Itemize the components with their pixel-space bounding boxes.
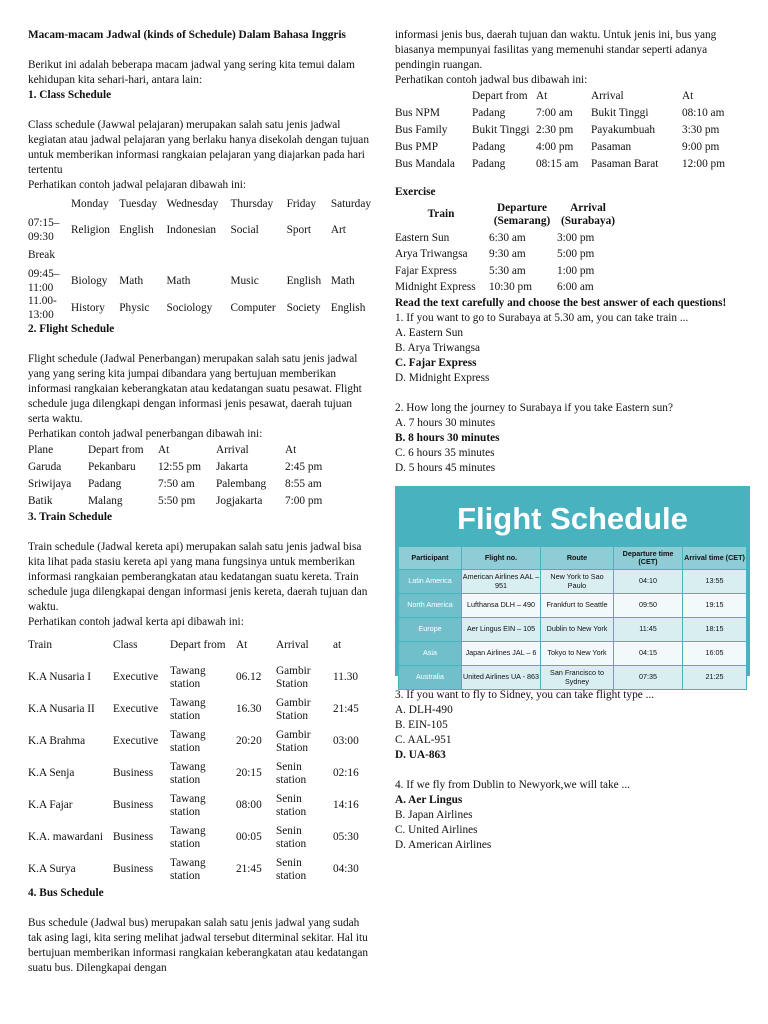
table-cell: Thursday xyxy=(230,198,274,211)
exercise-instruction: Read the text carefully and choose the best answer of each questions! xyxy=(395,297,727,309)
table-header-row xyxy=(395,88,727,105)
table-cell: Arrival xyxy=(276,639,309,652)
table-cell: Religion xyxy=(71,223,110,236)
table-cell: United Airlines UA - 863 xyxy=(462,666,541,690)
flight-schedule-table xyxy=(28,442,324,510)
table-cell: Jogjakarta xyxy=(216,494,263,507)
table-cell: 4:00 pm xyxy=(536,140,574,153)
table-cell: Bus NPM xyxy=(395,106,440,119)
exercise-heading: Exercise xyxy=(395,186,436,198)
table-cell: Aer Lingus EIN – 105 xyxy=(462,618,541,642)
table-cell: Tawang station xyxy=(170,664,206,690)
table-row xyxy=(28,790,361,822)
table-cell: Tawang station xyxy=(170,856,206,882)
table-cell: 08:15 am xyxy=(536,157,579,170)
table-cell: Bus Family xyxy=(395,123,448,136)
table-cell: History xyxy=(71,301,105,314)
flight-schedule-image-title: Flight Schedule xyxy=(457,501,688,536)
table-row xyxy=(395,122,727,139)
table-cell: K.A Senja xyxy=(28,767,75,780)
table-row xyxy=(399,642,747,666)
table-cell: Eastern Sun xyxy=(395,231,450,244)
table-cell: Math xyxy=(166,274,191,287)
table-cell: Payakumbuah xyxy=(591,123,656,136)
question-2-option-b: B. 8 hours 30 minutes xyxy=(395,432,500,444)
table-cell: Plane xyxy=(28,443,54,456)
table-cell: K.A Brahma xyxy=(28,735,86,748)
table-cell: Executive xyxy=(113,703,159,716)
table-cell: 9:30 am xyxy=(489,248,526,260)
table-cell: Jakarta xyxy=(216,460,248,473)
table-cell: 07:35 xyxy=(614,666,683,690)
table-cell: Sociology xyxy=(166,301,213,314)
question-4-option-d: D. American Airlines xyxy=(395,839,492,851)
table-cell: Class xyxy=(113,639,138,652)
table-cell: Palembang xyxy=(216,477,267,490)
question-2-option-d: D. 5 hours 45 minutes xyxy=(395,462,496,474)
table-cell: English xyxy=(119,223,154,236)
table-cell: Sport xyxy=(286,223,312,236)
table-cell: 7:00 pm xyxy=(285,494,323,507)
table-row xyxy=(28,217,373,244)
left-column xyxy=(28,28,373,976)
flight-schedule-image-table xyxy=(398,546,747,690)
table-cell xyxy=(331,244,373,268)
table-cell: Senin station xyxy=(276,856,307,882)
table-cell: Latin America xyxy=(399,570,462,594)
table-cell: Physic xyxy=(119,301,150,314)
question-3-option-b: B. EIN-105 xyxy=(395,719,448,731)
table-cell: Wednesday xyxy=(166,198,219,211)
table-cell: Tawang station xyxy=(170,792,206,818)
table-cell: Pekanbaru xyxy=(88,460,136,473)
table-cell: 6:30 am xyxy=(489,231,526,244)
bus-schedule-table xyxy=(395,88,727,173)
table-cell: Senin station xyxy=(276,792,307,818)
table-cell: Break xyxy=(28,249,55,262)
table-cell: 20:15 xyxy=(236,767,262,780)
table-cell: 8:55 am xyxy=(285,477,322,490)
table-cell: Participant xyxy=(399,547,462,570)
table-row xyxy=(395,280,621,297)
table-cell: Social xyxy=(230,223,259,236)
table-cell: 21:25 xyxy=(683,666,747,690)
table-cell: 2:45 pm xyxy=(285,460,323,473)
table-cell: Math xyxy=(119,274,144,287)
table-row xyxy=(28,662,361,694)
table-row xyxy=(399,570,747,594)
table-cell: Tokyo to New York xyxy=(541,642,614,666)
table-row xyxy=(395,230,621,247)
table-cell: Friday xyxy=(286,198,317,211)
table-cell: Tawang station xyxy=(170,824,206,850)
table-cell: 16:05 xyxy=(683,642,747,666)
table-cell: Gambir Station xyxy=(276,696,311,722)
intro-text: Berikut ini adalah beberapa macam jadwal yang sering kita temui dalam kehidupan kita sehari-hari, antara lain: xyxy=(28,59,355,86)
table-cell: Padang xyxy=(472,106,506,119)
table-cell: Japan Airlines JAL – 6 xyxy=(462,642,541,666)
table-cell: Computer xyxy=(230,301,276,314)
page-title: Macam-macam Jadwal (kinds of Schedule) Dalam Bahasa Inggris xyxy=(28,29,346,41)
table-cell: 5:30 am xyxy=(489,264,526,277)
table-cell: Padang xyxy=(88,477,122,490)
table-cell: 18:15 xyxy=(683,618,747,642)
table-cell: Pasaman Barat xyxy=(591,157,659,170)
question-3-option-c: C. AAL-951 xyxy=(395,734,452,746)
table-cell: Padang xyxy=(472,157,506,170)
table-cell: 12:00 pm xyxy=(682,157,725,170)
table-cell: Bus PMP xyxy=(395,140,439,153)
table-cell: Arya Triwangsa xyxy=(395,248,468,260)
table-cell: Bus Mandala xyxy=(395,157,455,170)
table-cell: Departure time (CET) xyxy=(614,547,683,570)
table-cell: Fajar Express xyxy=(395,264,457,277)
table-cell: Business xyxy=(113,863,154,876)
table-cell: Society xyxy=(286,301,321,314)
table-cell: 11.30 xyxy=(333,671,358,684)
table-cell: Flight no. xyxy=(462,547,541,570)
table-cell: At xyxy=(285,443,297,456)
table-cell: Europe xyxy=(399,618,462,642)
table-cell: Australia xyxy=(399,666,462,690)
table-cell: 7:00 am xyxy=(536,106,573,119)
table-cell: 08:00 xyxy=(236,799,262,812)
table-row xyxy=(28,854,361,886)
table-row xyxy=(28,268,373,295)
question-4: 4. If we fly from Dublin to Newyork,we will take ... xyxy=(395,779,630,791)
table-cell: Senin station xyxy=(276,824,307,850)
table-cell: 12:55 pm xyxy=(158,460,201,473)
table-cell: K.A Nusaria I xyxy=(28,671,92,684)
class-schedule-table xyxy=(28,193,373,322)
table-cell: Dublin to New York xyxy=(541,618,614,642)
table-header-row xyxy=(28,193,373,217)
table-cell: North America xyxy=(399,594,462,618)
table-row xyxy=(399,666,747,690)
table-cell: Sriwijaya xyxy=(28,477,72,490)
table-cell: Departure (Semarang) xyxy=(493,201,551,227)
table-cell: American Airlines AAL – 951 xyxy=(462,570,541,594)
table-cell: 09:45–11:00 xyxy=(28,268,60,294)
table-cell: K.A Fajar xyxy=(28,799,73,812)
question-2-option-c: C. 6 hours 35 minutes xyxy=(395,447,495,459)
table-cell: K.A. mawardani xyxy=(28,831,103,844)
table-cell: Gambir Station xyxy=(276,664,311,690)
question-1-option-d: D. Midnight Express xyxy=(395,372,490,384)
table-row xyxy=(28,244,373,268)
table-row xyxy=(28,822,361,854)
table-cell: Arrival time (CET) xyxy=(683,547,747,570)
question-2: 2. How long the journey to Surabaya if you take Eastern sun? xyxy=(395,402,673,414)
table-row xyxy=(28,694,361,726)
table-cell: Asia xyxy=(399,642,462,666)
table-cell: K.A Surya xyxy=(28,863,76,876)
table-cell xyxy=(28,193,71,217)
table-cell: Depart from xyxy=(170,639,226,652)
table-row xyxy=(395,156,727,173)
table-cell: Music xyxy=(230,274,259,287)
table-cell: Bukit Tinggi xyxy=(591,106,649,119)
flight-schedule-heading: 2. Flight Schedule xyxy=(28,323,115,335)
table-cell xyxy=(230,244,286,268)
table-cell: Monday xyxy=(71,198,109,211)
table-row xyxy=(28,459,324,476)
flight-schedule-description: Flight schedule (Jadwal Penerbangan) merupakan salah satu jenis jadwal yang yang sering kita jumpai dibandara yang bertujuan memberikan informasi rangkaian keberangkatan atau kedatangan suatu pesawat. Flight schedule juga dilengkapi dengan informasi jenis pesawat, daerah tujuan serta waktu. xyxy=(28,353,362,425)
question-1-option-c: C. Fajar Express xyxy=(395,357,477,369)
table-cell: 21:45 xyxy=(333,703,359,716)
table-cell: Arrival xyxy=(591,89,624,102)
table-cell: 04:10 xyxy=(614,570,683,594)
table-cell: 06.12 xyxy=(236,671,262,684)
table-cell: At xyxy=(536,89,548,102)
table-row xyxy=(28,758,361,790)
table-header-row xyxy=(395,200,621,230)
question-3: 3. If you want to fly to Sidney, you can take flight type ... xyxy=(395,689,655,701)
table-cell: Executive xyxy=(113,735,159,748)
table-cell: San Francisco to Sydney xyxy=(541,666,614,690)
table-cell: Arrival (Surabaya) xyxy=(561,201,615,227)
table-cell: 3:30 pm xyxy=(682,123,720,136)
table-row xyxy=(395,263,621,280)
question-2-option-a: A. 7 hours 30 minutes xyxy=(395,417,496,429)
table-cell: Malang xyxy=(88,494,123,507)
table-cell: 11:45 xyxy=(614,618,683,642)
question-3-option-d: D. UA-863 xyxy=(395,749,446,761)
table-cell xyxy=(119,244,166,268)
table-cell: 7:50 am xyxy=(158,477,195,490)
table-cell: English xyxy=(286,274,322,287)
table-cell: 16.30 xyxy=(236,703,262,716)
train-schedule-example-label: Perhatikan contoh jadwal kerta api dibawah ini: xyxy=(28,616,244,628)
table-cell: Business xyxy=(113,767,154,780)
table-row xyxy=(395,247,621,264)
table-cell: 21:45 xyxy=(236,863,262,876)
table-row xyxy=(28,476,324,493)
question-1-option-a: A. Eastern Sun xyxy=(395,327,464,339)
table-cell: 04:30 xyxy=(333,863,359,876)
bus-schedule-heading: 4. Bus Schedule xyxy=(28,887,104,899)
question-3-option-a: A. DLH-490 xyxy=(395,704,453,716)
table-cell: Train xyxy=(427,208,455,221)
table-cell: Depart from xyxy=(88,443,144,456)
bus-schedule-description-cont: informasi jenis bus, daerah tujuan dan waktu. Untuk jenis ini, bus yang biasanya mempunyai fasilitas yang memenuhi standar seperti adanya pendingin ruangan. xyxy=(395,29,717,71)
flight-schedule-example-label: Perhatikan contoh jadwal penerbangan dibawah ini: xyxy=(28,428,263,440)
table-cell: 6:00 am xyxy=(557,281,594,293)
table-cell: 1:00 pm xyxy=(557,264,595,277)
table-cell: 05:30 xyxy=(333,831,359,844)
table-cell: Math xyxy=(330,274,355,287)
bus-schedule-description: Bus schedule (Jadwal bus) merupakan salah satu jenis jadwal yang sudah tak asing lagi, kita sering melihat jadwal tersebut diterminal sekitar. Hal itu bertujuan memberikan informasi rangkaian keberangkatan atau kedatangan suatu bus. Dilengkapai dengan xyxy=(28,917,369,974)
table-cell: 5:50 pm xyxy=(158,494,196,507)
table-cell: Arrival xyxy=(216,443,249,456)
table-cell: 02:16 xyxy=(333,767,359,780)
class-schedule-description: Class schedule (Jawwal pelajaran) merupakan salah satu jenis jadwal kegiatan atau jadwal pelajaran yang berlaku hanya disekolah dengan tujuan untuk memberikan informasi rangkaian pelajaran yang diajarkan pada hari tertentu xyxy=(28,119,369,176)
table-cell: Route xyxy=(541,547,614,570)
table-cell: Lufthansa DLH – 490 xyxy=(462,594,541,618)
table-cell: Frankfurt to Seattle xyxy=(541,594,614,618)
table-cell xyxy=(395,88,472,105)
flight-schedule-image xyxy=(395,486,750,686)
table-cell: 5:00 pm xyxy=(557,248,595,260)
table-cell: Train xyxy=(28,639,53,652)
exercise-train-table xyxy=(395,200,621,296)
table-cell: Saturday xyxy=(330,198,371,211)
table-cell: Executive xyxy=(113,671,159,684)
table-row xyxy=(395,139,727,156)
table-cell: Indonesian xyxy=(166,223,217,236)
train-schedule-description: Train schedule (Jadwal kereta api) merupakan salah satu jenis jadwal bisa kita lihat pada stasiu kereta api yang mana fungsinya untuk memberikan informasi rangkaian pemberangkatan atau kedatangan suatu kereta. Train schedule juga dilengkapai dengan informasi jenis kereta, daerah tujuan dan waktu. xyxy=(28,541,368,613)
table-cell: 19:15 xyxy=(683,594,747,618)
table-cell: Business xyxy=(113,831,154,844)
table-cell: Gambir Station xyxy=(276,728,311,754)
table-cell xyxy=(167,244,231,268)
table-cell: Bukit Tinggi xyxy=(472,123,530,136)
question-4-option-c: C. United Airlines xyxy=(395,824,478,836)
table-cell: Tawang station xyxy=(170,728,206,754)
class-schedule-example-label: Perhatikan contoh jadwal pelajaran dibawah ini: xyxy=(28,179,247,191)
table-cell: 3:00 pm xyxy=(557,231,595,244)
table-cell: English xyxy=(330,301,366,314)
table-cell: Tawang station xyxy=(170,760,206,786)
bus-schedule-example-label: Perhatikan contoh jadwal bus dibawah ini: xyxy=(395,74,588,86)
table-cell: 00:05 xyxy=(236,831,262,844)
table-cell: 10:30 pm xyxy=(489,281,532,293)
train-schedule-table xyxy=(28,630,361,886)
table-cell: 08:10 am xyxy=(682,106,725,119)
table-row xyxy=(399,594,747,618)
table-cell: 11.00-13:00 xyxy=(28,295,57,321)
question-1: 1. If you want to go to Surabaya at 5.30 am, you can take train ... xyxy=(395,312,689,324)
table-cell: 09:50 xyxy=(614,594,683,618)
right-column xyxy=(395,28,745,853)
table-cell: At xyxy=(682,89,694,102)
table-cell: 9:00 pm xyxy=(682,140,720,153)
table-cell: 2:30 pm xyxy=(536,123,574,136)
table-cell: Biology xyxy=(71,274,108,287)
table-cell: Tuesday xyxy=(119,198,158,211)
table-cell: Pasaman xyxy=(591,140,632,153)
table-row xyxy=(395,105,727,122)
table-cell: Padang xyxy=(472,140,506,153)
table-cell: Tawang station xyxy=(170,696,206,722)
table-cell: New York to Sao Paulo xyxy=(541,570,614,594)
table-cell: 03:00 xyxy=(333,735,359,748)
table-cell: Depart from xyxy=(472,89,528,102)
table-header-row xyxy=(28,630,361,662)
table-cell: 14:16 xyxy=(333,799,359,812)
table-cell: 20:20 xyxy=(236,735,262,748)
table-cell: Senin station xyxy=(276,760,307,786)
table-cell xyxy=(71,244,119,268)
table-row xyxy=(28,493,324,510)
table-header-row xyxy=(399,547,747,570)
table-cell: 04:15 xyxy=(614,642,683,666)
table-cell: Art xyxy=(330,223,346,236)
table-row xyxy=(28,295,373,322)
question-4-option-b: B. Japan Airlines xyxy=(395,809,473,821)
table-cell: at xyxy=(333,639,342,652)
class-schedule-heading: 1. Class Schedule xyxy=(28,89,112,101)
table-cell: Midnight Express xyxy=(395,281,476,293)
table-cell: At xyxy=(236,639,248,652)
table-cell: K.A Nusaria II xyxy=(28,703,95,716)
table-cell: Garuda xyxy=(28,460,62,473)
table-cell: Business xyxy=(113,799,154,812)
table-cell: At xyxy=(158,443,170,456)
table-row xyxy=(399,618,747,642)
question-1-option-b: B. Arya Triwangsa xyxy=(395,342,481,354)
table-cell: 07:15–09:30 xyxy=(28,217,60,243)
table-row xyxy=(28,726,361,758)
question-4-option-a: A. Aer Lingus xyxy=(395,794,463,806)
table-cell: 13:55 xyxy=(683,570,747,594)
table-cell xyxy=(287,244,331,268)
train-schedule-heading: 3. Train Schedule xyxy=(28,511,113,523)
table-cell: Batik xyxy=(28,494,53,507)
table-header-row xyxy=(28,442,324,459)
